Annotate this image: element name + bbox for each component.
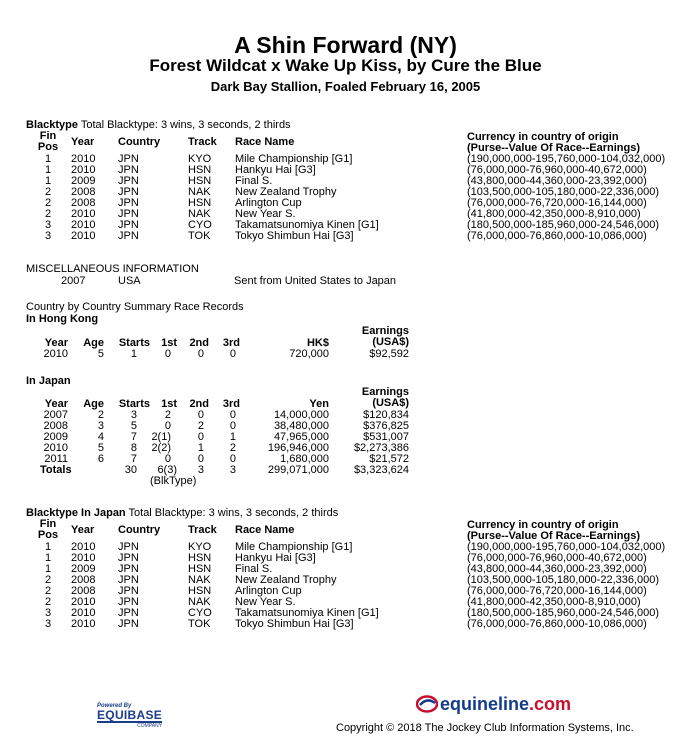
second-cell: 0 xyxy=(197,431,204,443)
currency-header: (Purse--Value Of Race--Earnings) xyxy=(467,530,640,542)
race-name-cell: Tokyo Shimbun Hai [G3] xyxy=(235,230,354,242)
local-earnings-cell: 720,000 xyxy=(289,348,329,360)
track-cell: NAK xyxy=(188,574,211,586)
starts-cell: 7 xyxy=(130,453,137,465)
blacktype-japan-label: Blacktype In Japan xyxy=(26,507,126,519)
year-cell: 2008 xyxy=(71,197,96,209)
track-header: Track xyxy=(188,136,217,148)
equineline-brand xyxy=(440,694,571,714)
track-header: Track xyxy=(188,524,217,536)
year-cell: 2010 xyxy=(43,442,68,454)
fin-pos-cell: 1 xyxy=(44,563,52,575)
third-header: 3rd xyxy=(222,398,240,410)
fin-pos-cell: 2 xyxy=(44,208,52,220)
country-cell: JPN xyxy=(118,574,139,586)
second-cell: 0 xyxy=(197,348,204,360)
currency-header: HK$ xyxy=(306,337,329,349)
race-name-cell: Mile Championship [G1] xyxy=(235,541,353,553)
local-earnings-cell: 196,946,000 xyxy=(267,442,329,454)
track-cell: HSN xyxy=(188,197,212,209)
purse-cell: (190,000,000-195,760,000-104,032,000) xyxy=(467,153,666,165)
race-name-cell: Arlington Cup xyxy=(235,585,302,597)
currency-header: Yen xyxy=(309,398,329,410)
fin-pos-cell: 1 xyxy=(44,175,52,187)
starts-cell: 1 xyxy=(130,348,137,360)
equibase-brand-text: EQUIBASE xyxy=(97,708,163,722)
age-cell: 2 xyxy=(97,409,104,421)
totals-first: 6(3) xyxy=(157,464,177,476)
local-earnings-cell: 47,965,000 xyxy=(273,431,329,443)
third-cell: 2 xyxy=(229,442,236,454)
first-header: 1st xyxy=(161,398,177,410)
age-cell: 5 xyxy=(97,442,104,454)
purse-cell: (190,000,000-195,760,000-104,032,000) xyxy=(467,541,666,553)
age-cell: 3 xyxy=(97,420,104,432)
country-cell: JPN xyxy=(118,618,139,630)
first-cell: 2 xyxy=(164,409,171,421)
horse-name: A Shin Forward (NY) xyxy=(234,32,457,58)
first-cell: 0 xyxy=(164,348,171,360)
year-cell: 2010 xyxy=(71,208,96,220)
totals-third: 3 xyxy=(229,464,236,476)
country-cell: JPN xyxy=(118,563,139,575)
purse-cell: (76,000,000-76,960,000-40,672,000) xyxy=(467,164,647,176)
year-cell: 2010 xyxy=(71,541,96,553)
misc-year: 2007 xyxy=(61,275,86,287)
equineline-tld: .com xyxy=(529,694,572,714)
earnings-header: Earnings xyxy=(361,325,409,337)
totals-label: Totals xyxy=(40,464,72,476)
third-cell: 0 xyxy=(229,409,236,421)
totals-second: 3 xyxy=(197,464,204,476)
starts-cell: 8 xyxy=(130,442,137,454)
purse-cell: (103,500,000-105,180,000-22,336,000) xyxy=(467,186,660,198)
totals-starts: 30 xyxy=(124,464,137,476)
totals-usd: $3,323,624 xyxy=(353,464,409,476)
starts-header: Starts xyxy=(118,398,150,410)
first-cell: 0 xyxy=(164,453,171,465)
race-name-cell: New Zealand Trophy xyxy=(235,574,337,586)
track-cell: CYO xyxy=(188,607,212,619)
track-cell: CYO xyxy=(188,219,212,231)
race-name-cell: New Zealand Trophy xyxy=(235,186,337,198)
horse-description: Dark Bay Stallion, Foaled February 16, 2005 xyxy=(210,79,481,94)
first-header: 1st xyxy=(161,337,177,349)
track-cell: TOK xyxy=(188,618,211,630)
totals-local: 299,071,000 xyxy=(267,464,329,476)
blacktype-summary: Total Blacktype: 3 wins, 3 seconds, 2 thirds xyxy=(80,119,291,131)
blacktype-japan-summary: Total Blacktype: 3 wins, 3 seconds, 2 thirds xyxy=(128,507,339,519)
blacktype-japan-title xyxy=(26,508,338,519)
year-cell: 2010 xyxy=(71,230,96,242)
track-cell: NAK xyxy=(188,596,211,608)
country-cell: JPN xyxy=(118,197,139,209)
year-header: Year xyxy=(44,337,68,349)
country-cell: JPN xyxy=(118,164,139,176)
purse-cell: (76,000,000-76,720,000-16,144,000) xyxy=(467,585,647,597)
age-cell: 6 xyxy=(97,453,104,465)
year-cell: 2009 xyxy=(71,175,96,187)
age-header: Age xyxy=(83,398,104,410)
country-cell: JPN xyxy=(118,208,139,220)
fin-pos-cell: 2 xyxy=(44,186,52,198)
track-cell: KYO xyxy=(188,153,212,165)
pedigree: Forest Wildcat x Wake Up Kiss, by Cure the Blue xyxy=(149,56,542,75)
track-cell: NAK xyxy=(188,208,211,220)
usd-earnings-cell: $92,592 xyxy=(369,348,409,360)
purse-cell: (76,000,000-76,720,000-16,144,000) xyxy=(467,197,647,209)
second-cell: 0 xyxy=(197,453,204,465)
first-cell: 0 xyxy=(164,420,171,432)
year-cell: 2010 xyxy=(71,607,96,619)
third-cell: 1 xyxy=(229,431,236,443)
local-earnings-cell: 14,000,000 xyxy=(273,409,329,421)
age-cell: 4 xyxy=(97,431,104,443)
first-cell: 2(1) xyxy=(151,431,171,443)
purse-cell: (76,000,000-76,860,000-10,086,000) xyxy=(467,618,647,630)
second-header: 2nd xyxy=(189,398,209,410)
race-name-cell: New Year S. xyxy=(235,208,296,220)
country-cell: JPN xyxy=(118,596,139,608)
race-name-cell: Final S. xyxy=(235,563,273,575)
purse-cell: (180,500,000-185,960,000-24,546,000) xyxy=(467,607,660,619)
country-header: Country xyxy=(118,136,161,148)
track-cell: HSN xyxy=(188,175,212,187)
currency-header: Currency in country of origin xyxy=(467,519,619,531)
country-header: Country xyxy=(118,524,161,536)
first-cell: 2(2) xyxy=(151,442,171,454)
country-cell: JPN xyxy=(118,552,139,564)
year-cell: 2010 xyxy=(71,552,96,564)
usd-earnings-cell: $2,273,386 xyxy=(353,442,409,454)
track-cell: HSN xyxy=(188,552,212,564)
year-header: Year xyxy=(44,398,68,410)
hong-kong-label: In Hong Kong xyxy=(26,313,99,325)
usd-earnings-cell: $120,834 xyxy=(363,409,409,421)
third-cell: 0 xyxy=(229,420,236,432)
fin-pos-cell: 1 xyxy=(44,153,52,165)
second-header: 2nd xyxy=(189,337,209,349)
equineline-swoosh-icon xyxy=(416,695,438,713)
year-cell: 2009 xyxy=(71,563,96,575)
misc-title: MISCELLANEOUS INFORMATION xyxy=(26,263,199,275)
purse-cell: (41,800,000-42,350,000-8,910,000) xyxy=(467,596,641,608)
fin-pos-cell: 3 xyxy=(44,219,52,231)
race-name-cell: Final S. xyxy=(235,175,273,187)
third-cell: 0 xyxy=(229,453,236,465)
blacktype-title xyxy=(26,120,291,131)
misc-note: Sent from United States to Japan xyxy=(234,275,397,287)
equibase-company-text: COMPANY xyxy=(137,723,163,729)
purse-cell: (43,800,000-44,360,000-23,392,000) xyxy=(467,563,647,575)
earnings-header: (USA$) xyxy=(372,336,409,348)
year-cell: 2010 xyxy=(71,164,96,176)
race-name-cell: Arlington Cup xyxy=(235,197,302,209)
third-header: 3rd xyxy=(222,337,240,349)
year-cell: 2010 xyxy=(71,618,96,630)
year-cell: 2010 xyxy=(43,348,68,360)
local-earnings-cell: 38,480,000 xyxy=(273,420,329,432)
race-name-header: Race Name xyxy=(235,136,295,148)
fin-pos-header: Pos xyxy=(37,529,59,541)
purse-cell: (41,800,000-42,350,000-8,910,000) xyxy=(467,208,641,220)
race-name-cell: Takamatsunomiya Kinen [G1] xyxy=(235,607,379,619)
blacktype-label: Blacktype xyxy=(26,119,78,131)
totals-note: (BlkType) xyxy=(150,475,197,487)
currency-header: (Purse--Value Of Race--Earnings) xyxy=(467,142,640,154)
track-cell: HSN xyxy=(188,563,212,575)
year-header: Year xyxy=(71,524,95,536)
fin-pos-cell: 1 xyxy=(44,164,52,176)
fin-pos-cell: 2 xyxy=(44,197,52,209)
year-cell: 2008 xyxy=(71,585,96,597)
equibase-powered-text: Powered By xyxy=(97,703,132,709)
local-earnings-cell: 1,680,000 xyxy=(280,453,329,465)
purse-cell: (76,000,000-76,860,000-10,086,000) xyxy=(467,230,647,242)
fin-pos-header: Fin xyxy=(39,130,57,142)
country-cell: JPN xyxy=(118,153,139,165)
usd-earnings-cell: $21,572 xyxy=(369,453,409,465)
usd-earnings-cell: $376,825 xyxy=(363,420,409,432)
year-cell: 2010 xyxy=(71,153,96,165)
starts-header: Starts xyxy=(118,337,150,349)
fin-pos-cell: 2 xyxy=(44,596,52,608)
fin-pos-header: Fin xyxy=(39,518,57,530)
race-name-cell: New Year S. xyxy=(235,596,296,608)
earnings-header: Earnings xyxy=(361,386,409,398)
country-cell: JPN xyxy=(118,607,139,619)
fin-pos-header: Pos xyxy=(37,141,59,153)
starts-cell: 3 xyxy=(130,409,137,421)
race-name-cell: Takamatsunomiya Kinen [G1] xyxy=(235,219,379,231)
year-cell: 2007 xyxy=(43,409,68,421)
fin-pos-cell: 2 xyxy=(44,585,52,597)
country-cell: JPN xyxy=(118,186,139,198)
track-cell: HSN xyxy=(188,164,212,176)
starts-cell: 7 xyxy=(130,431,137,443)
misc-country: USA xyxy=(118,275,141,287)
fin-pos-cell: 3 xyxy=(44,230,52,242)
year-cell: 2011 xyxy=(44,453,68,465)
purse-cell: (180,500,000-185,960,000-24,546,000) xyxy=(467,219,660,231)
track-cell: KYO xyxy=(188,541,212,553)
country-cell: JPN xyxy=(118,219,139,231)
country-cell: JPN xyxy=(118,585,139,597)
country-cell: JPN xyxy=(118,230,139,242)
track-cell: HSN xyxy=(188,585,212,597)
race-name-cell: Tokyo Shimbun Hai [G3] xyxy=(235,618,354,630)
usd-earnings-cell: $531,007 xyxy=(363,431,409,443)
track-cell: TOK xyxy=(188,230,211,242)
age-header: Age xyxy=(83,337,104,349)
fin-pos-cell: 3 xyxy=(44,618,52,630)
country-cell: JPN xyxy=(118,541,139,553)
purse-cell: (103,500,000-105,180,000-22,336,000) xyxy=(467,574,660,586)
country-cell: JPN xyxy=(118,175,139,187)
earnings-header: (USA$) xyxy=(372,397,409,409)
year-cell: 2009 xyxy=(43,431,68,443)
starts-cell: 5 xyxy=(130,420,137,432)
currency-header: Currency in country of origin xyxy=(467,131,619,143)
purse-cell: (43,800,000-44,360,000-23,392,000) xyxy=(467,175,647,187)
race-name-cell: Hankyu Hai [G3] xyxy=(235,164,316,176)
fin-pos-cell: 1 xyxy=(44,552,52,564)
year-cell: 2008 xyxy=(43,420,68,432)
equineline-name: equineline xyxy=(440,694,530,714)
age-cell: 5 xyxy=(97,348,104,360)
year-cell: 2008 xyxy=(71,186,96,198)
fin-pos-cell: 3 xyxy=(44,607,52,619)
equineline-logo[interactable] xyxy=(416,694,571,714)
second-cell: 1 xyxy=(197,442,204,454)
year-cell: 2010 xyxy=(71,219,96,231)
japan-label: In Japan xyxy=(26,375,71,387)
race-name-header: Race Name xyxy=(235,524,295,536)
year-cell: 2010 xyxy=(71,596,96,608)
track-cell: NAK xyxy=(188,186,211,198)
year-cell: 2008 xyxy=(71,574,96,586)
year-header: Year xyxy=(71,136,95,148)
second-cell: 2 xyxy=(197,420,204,432)
equibase-logo[interactable] xyxy=(97,703,162,729)
summary-title: Country by Country Summary Race Records xyxy=(26,301,244,313)
purse-cell: (76,000,000-76,960,000-40,672,000) xyxy=(467,552,647,564)
race-name-cell: Hankyu Hai [G3] xyxy=(235,552,316,564)
race-name-cell: Mile Championship [G1] xyxy=(235,153,353,165)
third-cell: 0 xyxy=(229,348,236,360)
fin-pos-cell: 2 xyxy=(44,574,52,586)
fin-pos-cell: 1 xyxy=(44,541,52,553)
second-cell: 0 xyxy=(197,409,204,421)
copyright: Copyright © 2018 The Jockey Club Information Systems, Inc. xyxy=(336,722,634,734)
